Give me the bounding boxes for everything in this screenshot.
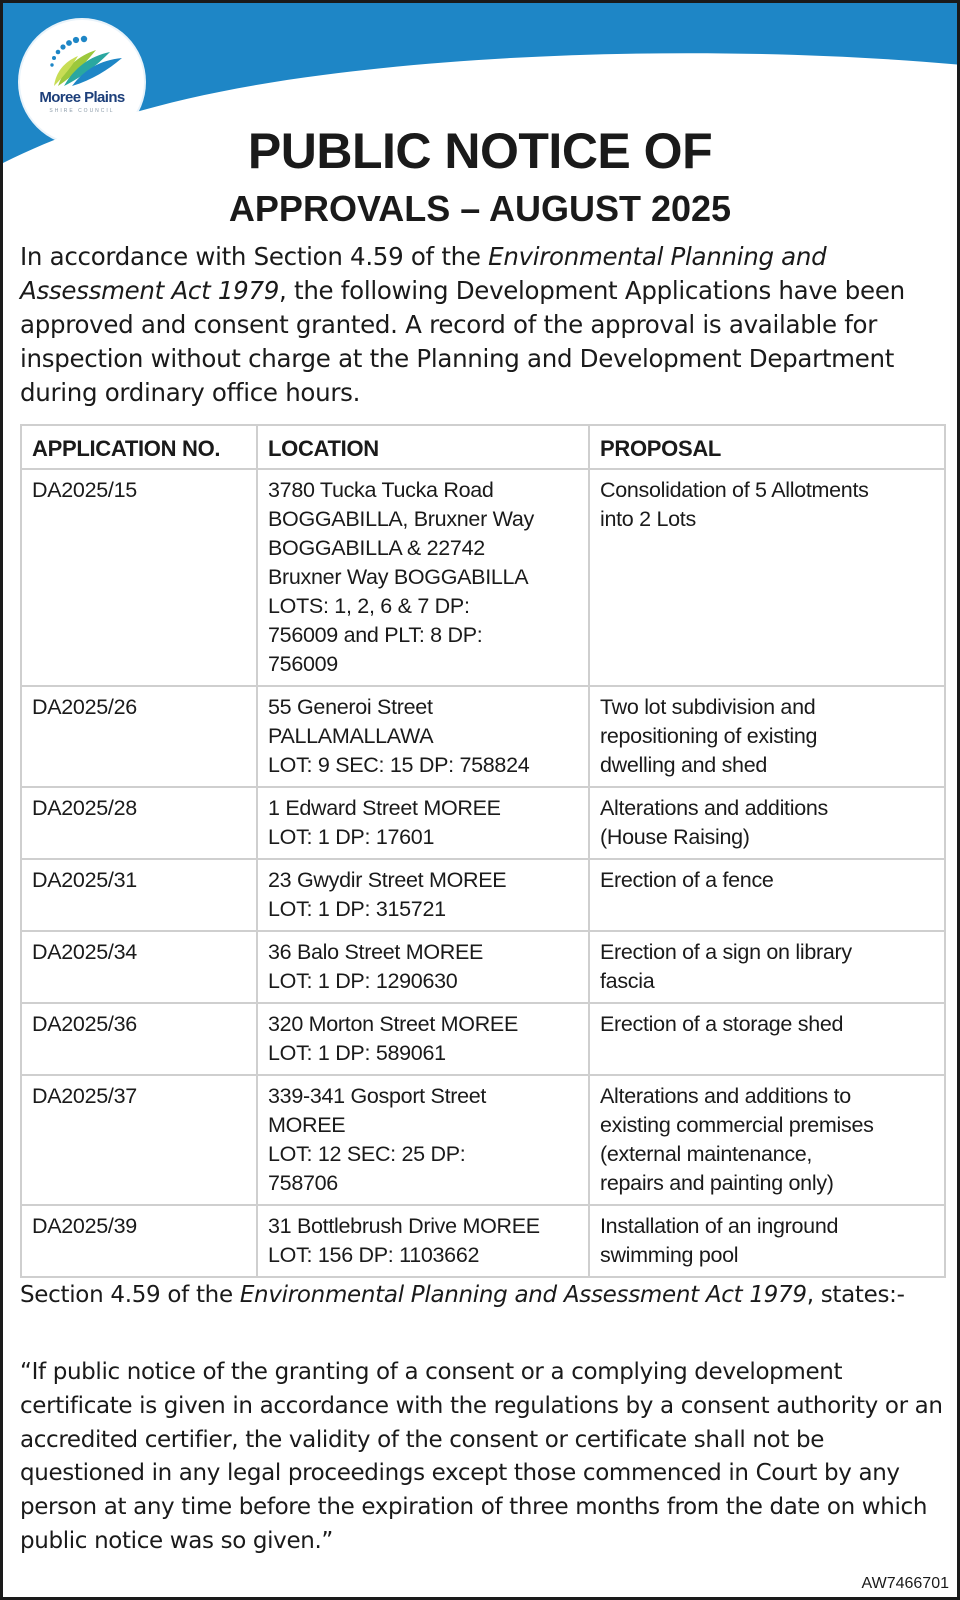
location-line: 55 Generoi Street [268, 695, 433, 719]
proposal-line: Installation of an inground [600, 1214, 839, 1238]
proposal-line: Alterations and additions [600, 796, 828, 820]
cell-location [257, 859, 589, 931]
cell-proposal [589, 931, 945, 1003]
table-row [21, 931, 945, 1003]
cell-location [257, 931, 589, 1003]
location-line: 23 Gwydir Street MOREE [268, 868, 507, 892]
proposal-line: (House Raising) [600, 825, 750, 849]
table-header-row [21, 425, 945, 469]
table-row [21, 686, 945, 787]
location-line: LOT: 12 SEC: 25 DP: [268, 1142, 466, 1166]
proposal-line: repairs and painting only) [600, 1171, 834, 1195]
cell-application-no: DA2025/26 [21, 686, 257, 787]
cell-proposal [589, 1075, 945, 1205]
header-proposal: PROPOSAL [589, 425, 945, 469]
cell-application-no: DA2025/15 [21, 469, 257, 686]
cell-proposal [589, 686, 945, 787]
intro-act-name: Environmental Planning and Assessment Act 1979 [20, 242, 827, 305]
location-line: Bruxner Way BOGGABILLA [268, 565, 529, 589]
location-line: LOT: 1 DP: 315721 [268, 897, 446, 921]
page-subtitle: APPROVALS – AUGUST 2025 [228, 188, 732, 229]
location-line: LOT: 1 DP: 589061 [268, 1041, 446, 1065]
intro-text-before: In accordance with Section 4.59 of the [20, 242, 489, 271]
cell-application-no: DA2025/31 [21, 859, 257, 931]
table-row [21, 469, 945, 686]
location-line: LOTS: 1, 2, 6 & 7 DP: [268, 594, 470, 618]
location-line: 3780 Tucka Tucka Road [268, 478, 494, 502]
section-text-before: Section 4.59 of the [20, 1282, 240, 1308]
proposal-line: repositioning of existing [600, 724, 818, 748]
proposal-line: Erection of a sign on library [600, 940, 852, 964]
header-application-no: APPLICATION NO. [21, 425, 257, 469]
location-line: 756009 [268, 652, 338, 676]
section-text-after: , states:- [806, 1282, 905, 1308]
cell-location [257, 469, 589, 686]
proposal-line: existing commercial premises [600, 1113, 874, 1137]
logo-name: Moree Plains [39, 89, 125, 106]
proposal-line: Two lot subdivision and [600, 695, 816, 719]
cell-location [257, 787, 589, 859]
location-line: MOREE [268, 1113, 346, 1137]
location-line: 31 Bottlebrush Drive MOREE [268, 1214, 540, 1238]
proposal-line: Erection of a fence [600, 868, 774, 892]
location-line: PALLAMALLAWA [268, 724, 434, 748]
cell-location [257, 1075, 589, 1205]
cell-proposal [589, 1205, 945, 1277]
proposal-line: Erection of a storage shed [600, 1012, 844, 1036]
cell-application-no: DA2025/39 [21, 1205, 257, 1277]
cell-location [257, 1205, 589, 1277]
location-line: LOT: 1 DP: 1290630 [268, 969, 458, 993]
cell-application-no: DA2025/34 [21, 931, 257, 1003]
section-paragraph [20, 1278, 945, 1312]
table-row [21, 859, 945, 931]
approvals-table [20, 424, 946, 1278]
table-row [21, 1205, 945, 1277]
section-act-name: Environmental Planning and Assessment Act 1979 [239, 1282, 807, 1308]
reference-number: AW7466701 [861, 1575, 949, 1592]
table-body [21, 469, 945, 1277]
cell-application-no: DA2025/28 [21, 787, 257, 859]
proposal-line: (external maintenance, [600, 1142, 813, 1166]
location-line: 758706 [268, 1171, 338, 1195]
location-line: 756009 and PLT: 8 DP: [268, 623, 483, 647]
cell-location [257, 1003, 589, 1075]
cell-application-no: DA2025/36 [21, 1003, 257, 1075]
cell-proposal [589, 469, 945, 686]
proposal-line: Alterations and additions to [600, 1084, 851, 1108]
legal-quote: “If public notice of the granting of a consent or a complying development certificate is given in accordance with the regulations by a consent authority or an accredited certifier, the validity of the consent or certificate shall not be questioned in any legal proceedings except those commenced in Court by any person at any time before the expiration of three months from the date on which public notice was so given.” [20, 1359, 943, 1554]
cell-proposal [589, 1003, 945, 1075]
header-location: LOCATION [257, 425, 589, 469]
location-line: LOT: 1 DP: 17601 [268, 825, 435, 849]
leaf-emblem-icon [34, 28, 130, 90]
cell-location [257, 686, 589, 787]
intro-paragraph [20, 240, 945, 410]
table-row [21, 1003, 945, 1075]
table-row [21, 1075, 945, 1205]
page-title: PUBLIC NOTICE OF [247, 123, 713, 179]
location-line: BOGGABILLA & 22742 [268, 536, 485, 560]
location-line: 339-341 Gosport Street [268, 1084, 487, 1108]
cell-application-no: DA2025/37 [21, 1075, 257, 1205]
cell-proposal [589, 859, 945, 931]
location-line: 36 Balo Street MOREE [268, 940, 484, 964]
location-line: LOT: 156 DP: 1103662 [268, 1243, 480, 1267]
table-row [21, 787, 945, 859]
location-line: LOT: 9 SEC: 15 DP: 758824 [268, 753, 530, 777]
proposal-line: dwelling and shed [600, 753, 768, 777]
location-line: 320 Morton Street MOREE [268, 1012, 519, 1036]
proposal-line: Consolidation of 5 Allotments [600, 478, 869, 502]
intro-text-after: , the following Development Applications have been approved and consent granted. A record of the approval is available for inspection without charge at the Planning and Development Department during ordinary office hours. [20, 276, 905, 407]
cell-proposal [589, 787, 945, 859]
proposal-line: swimming pool [600, 1243, 739, 1267]
location-line: BOGGABILLA, Bruxner Way [268, 507, 534, 531]
logo-subtitle: SHIRE COUNCIL [49, 108, 115, 114]
proposal-line: into 2 Lots [600, 507, 696, 531]
location-line: 1 Edward Street MOREE [268, 796, 501, 820]
proposal-line: fascia [600, 969, 655, 993]
